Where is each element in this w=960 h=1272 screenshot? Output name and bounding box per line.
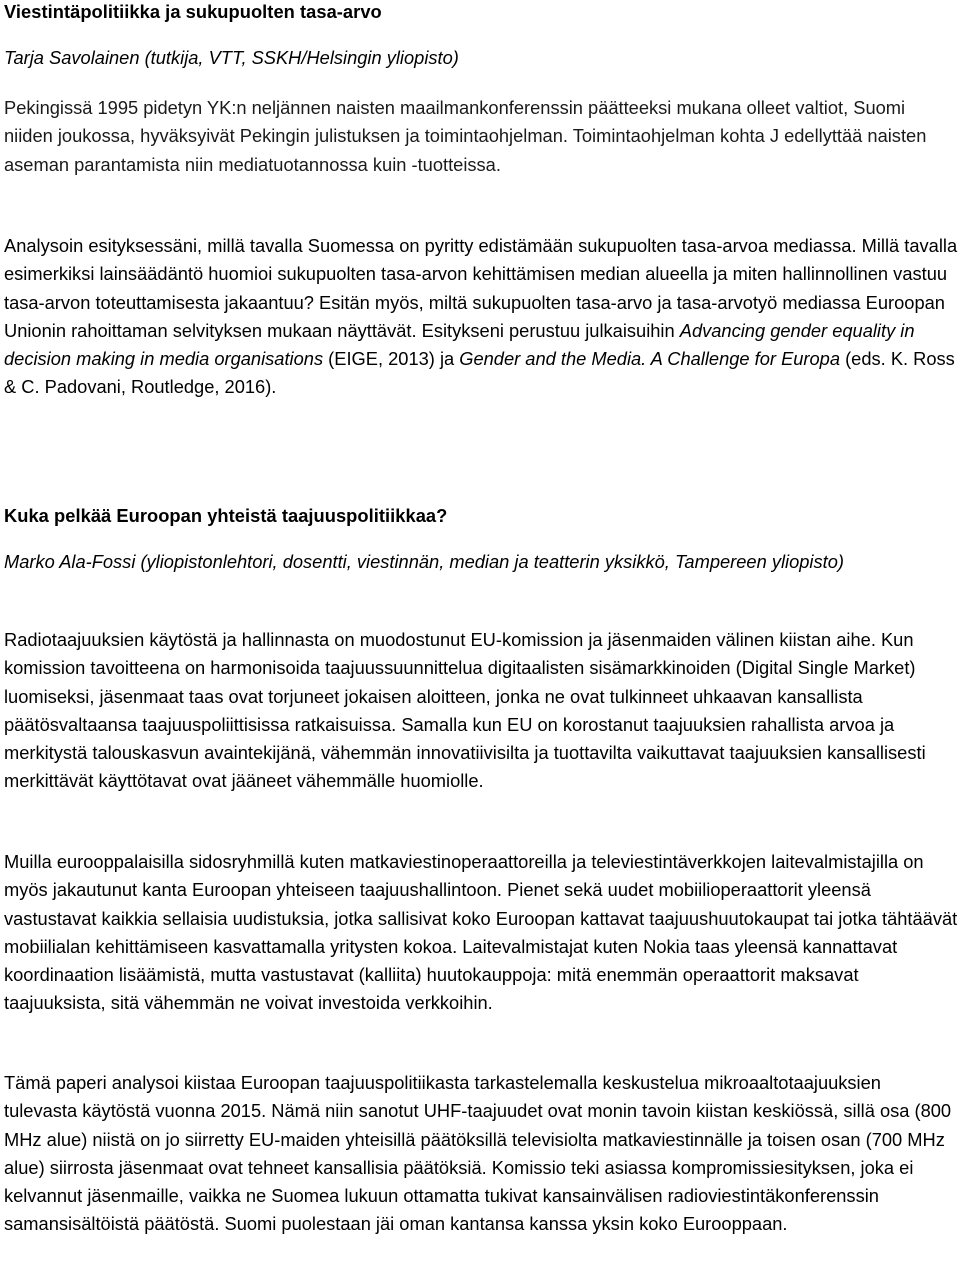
paragraph: Radiotaajuuksien käytöstä ja hallinnasta on muodostunut EU-komission ja jäsenmaiden välinen kiistan aihe. Kun komission tavoitteena on harmonisoida taajuussuunnittelua digitaalisten sisämarkkinoiden (Digital Single Market) luomiseksi, jäsenmaat taas ovat torjuneet jokaisen aloitteen, jonka ne ovat tulkinneet uhkaavan kansallista päätösvaltaansa taajuuspoliittisissa ratkaisuissa. Samalla kun EU on korostanut taajuuksien rahallista arvoa ja merkitystä talouskasvun avaintekijänä, vähemmän innovatiivisilta ja tuottavilta vaikuttavat taajuuksien kansallisesti merkittävät käyttötavat ovat jääneet vähemmälle huomiolle. (4, 629, 926, 792)
publication-title: Advancing gender equality in decision making in media organisations (4, 319, 915, 370)
paragraph: Pekingissä 1995 pidetyn YK:n neljännen naisten maailmankonferenssin päätteeksi mukana olleet valtiot, Suomi niiden joukossa, hyväksyivät Pekingin julistuksen ja toimintaohjelman. Toimintaohjelman kohta J edellyttää naisten aseman parantamista niin mediatuotannossa kuin -tuotteissa. (4, 97, 927, 175)
author-line: Tarja Savolainen (tutkija, VTT, SSKH/Helsingin yliopisto) (4, 47, 459, 68)
paragraph-text: Analysoin esityksessäni, millä tavalla Suomessa on pyritty edistämään sukupuolten tasa-arvoa mediassa. Millä tavalla esimerkiksi lainsäädäntö huomioi sukupuolten tasa-arvon kehittämisen median alueella ja miten hallinnollinen vastuu tasa-arvon toteuttamisesta jakaantuu? Esitän myös, miltä sukupuolten tasa-arvo ja tasa-arvotyö mediassa Euroopan Unionin rahoittaman selvityksen mukaan näyttävät. Esitykseni perustuu julkaisuihin (4, 235, 958, 341)
paragraph: Muilla eurooppalaisilla sidosryhmillä kuten matkaviestinoperaattoreilla ja televiestintäverkkojen laitevalmistajilla on myös jakautunut kanta Euroopan yhteiseen taajuushallintoon. Pienet sekä uudet mobiilioperaattorit yleensä vastustavat kaikkia sellaisia uudistuksia, jotka sallisivat koko Euroopan kattavat taajuushuutokaupat tai jotka tähtäävät mobiilialan kehittämiseen kasvattamalla yritysten kokoa. Laitevalmistajat kuten Nokia taas yleensä kannattavat koordinaation lisäämistä, mutta vastustavat (kalliita) huutokauppoja: mitä enemmän operaattorit maksavat taajuuksista, sitä vähemmän ne voivat investoida verkkoihin. (4, 851, 958, 1014)
section-title: Viestintäpolitiikka ja sukupuolten tasa-arvo (4, 1, 382, 22)
publication-title: Gender and the Media. A Challenge for Europa (459, 348, 841, 370)
paragraph-text: (EIGE, 2013) ja (323, 348, 460, 370)
paragraph (4, 232, 958, 402)
paragraph: Tämä paperi analysoi kiistaa Euroopan taajuuspolitiikasta tarkastelemalla keskustelua mikroaaltotaajuuksien tulevasta käytöstä vuonna 2015. Nämä niin sanotut UHF-taajuudet ovat monin tavoin kiistan keskiössä, sillä osa (800 MHz alue) niistä on jo siirretty EU-maiden yhteisillä päätöksillä televisiolta matkaviestinnälle ja toisen osan (700 MHz alue) siirrosta jäsenmaat ovat tehneet kansallisia päätöksiä. Komissio teki asiassa kompromissiesityksen, joka ei kelvannut jäsenmaille, vaikka ne Suomea lukuun ottamatta tukivat kansainvälisen radioviestintäkonferenssin samansisältöistä päätöstä. Suomi puolestaan jäi oman kantansa kanssa yksin koko Eurooppaan. (4, 1072, 952, 1235)
paragraph-text: (eds. K. Ross & C. Padovani, Routledge, 2016). (4, 348, 955, 398)
author-line: Marko Ala-Fossi (yliopistonlehtori, dosentti, viestinnän, median ja teatterin yksikkö, Tampereen yliopisto) (4, 551, 844, 572)
section-title: Kuka pelkää Euroopan yhteistä taajuuspolitiikkaa? (4, 505, 448, 526)
